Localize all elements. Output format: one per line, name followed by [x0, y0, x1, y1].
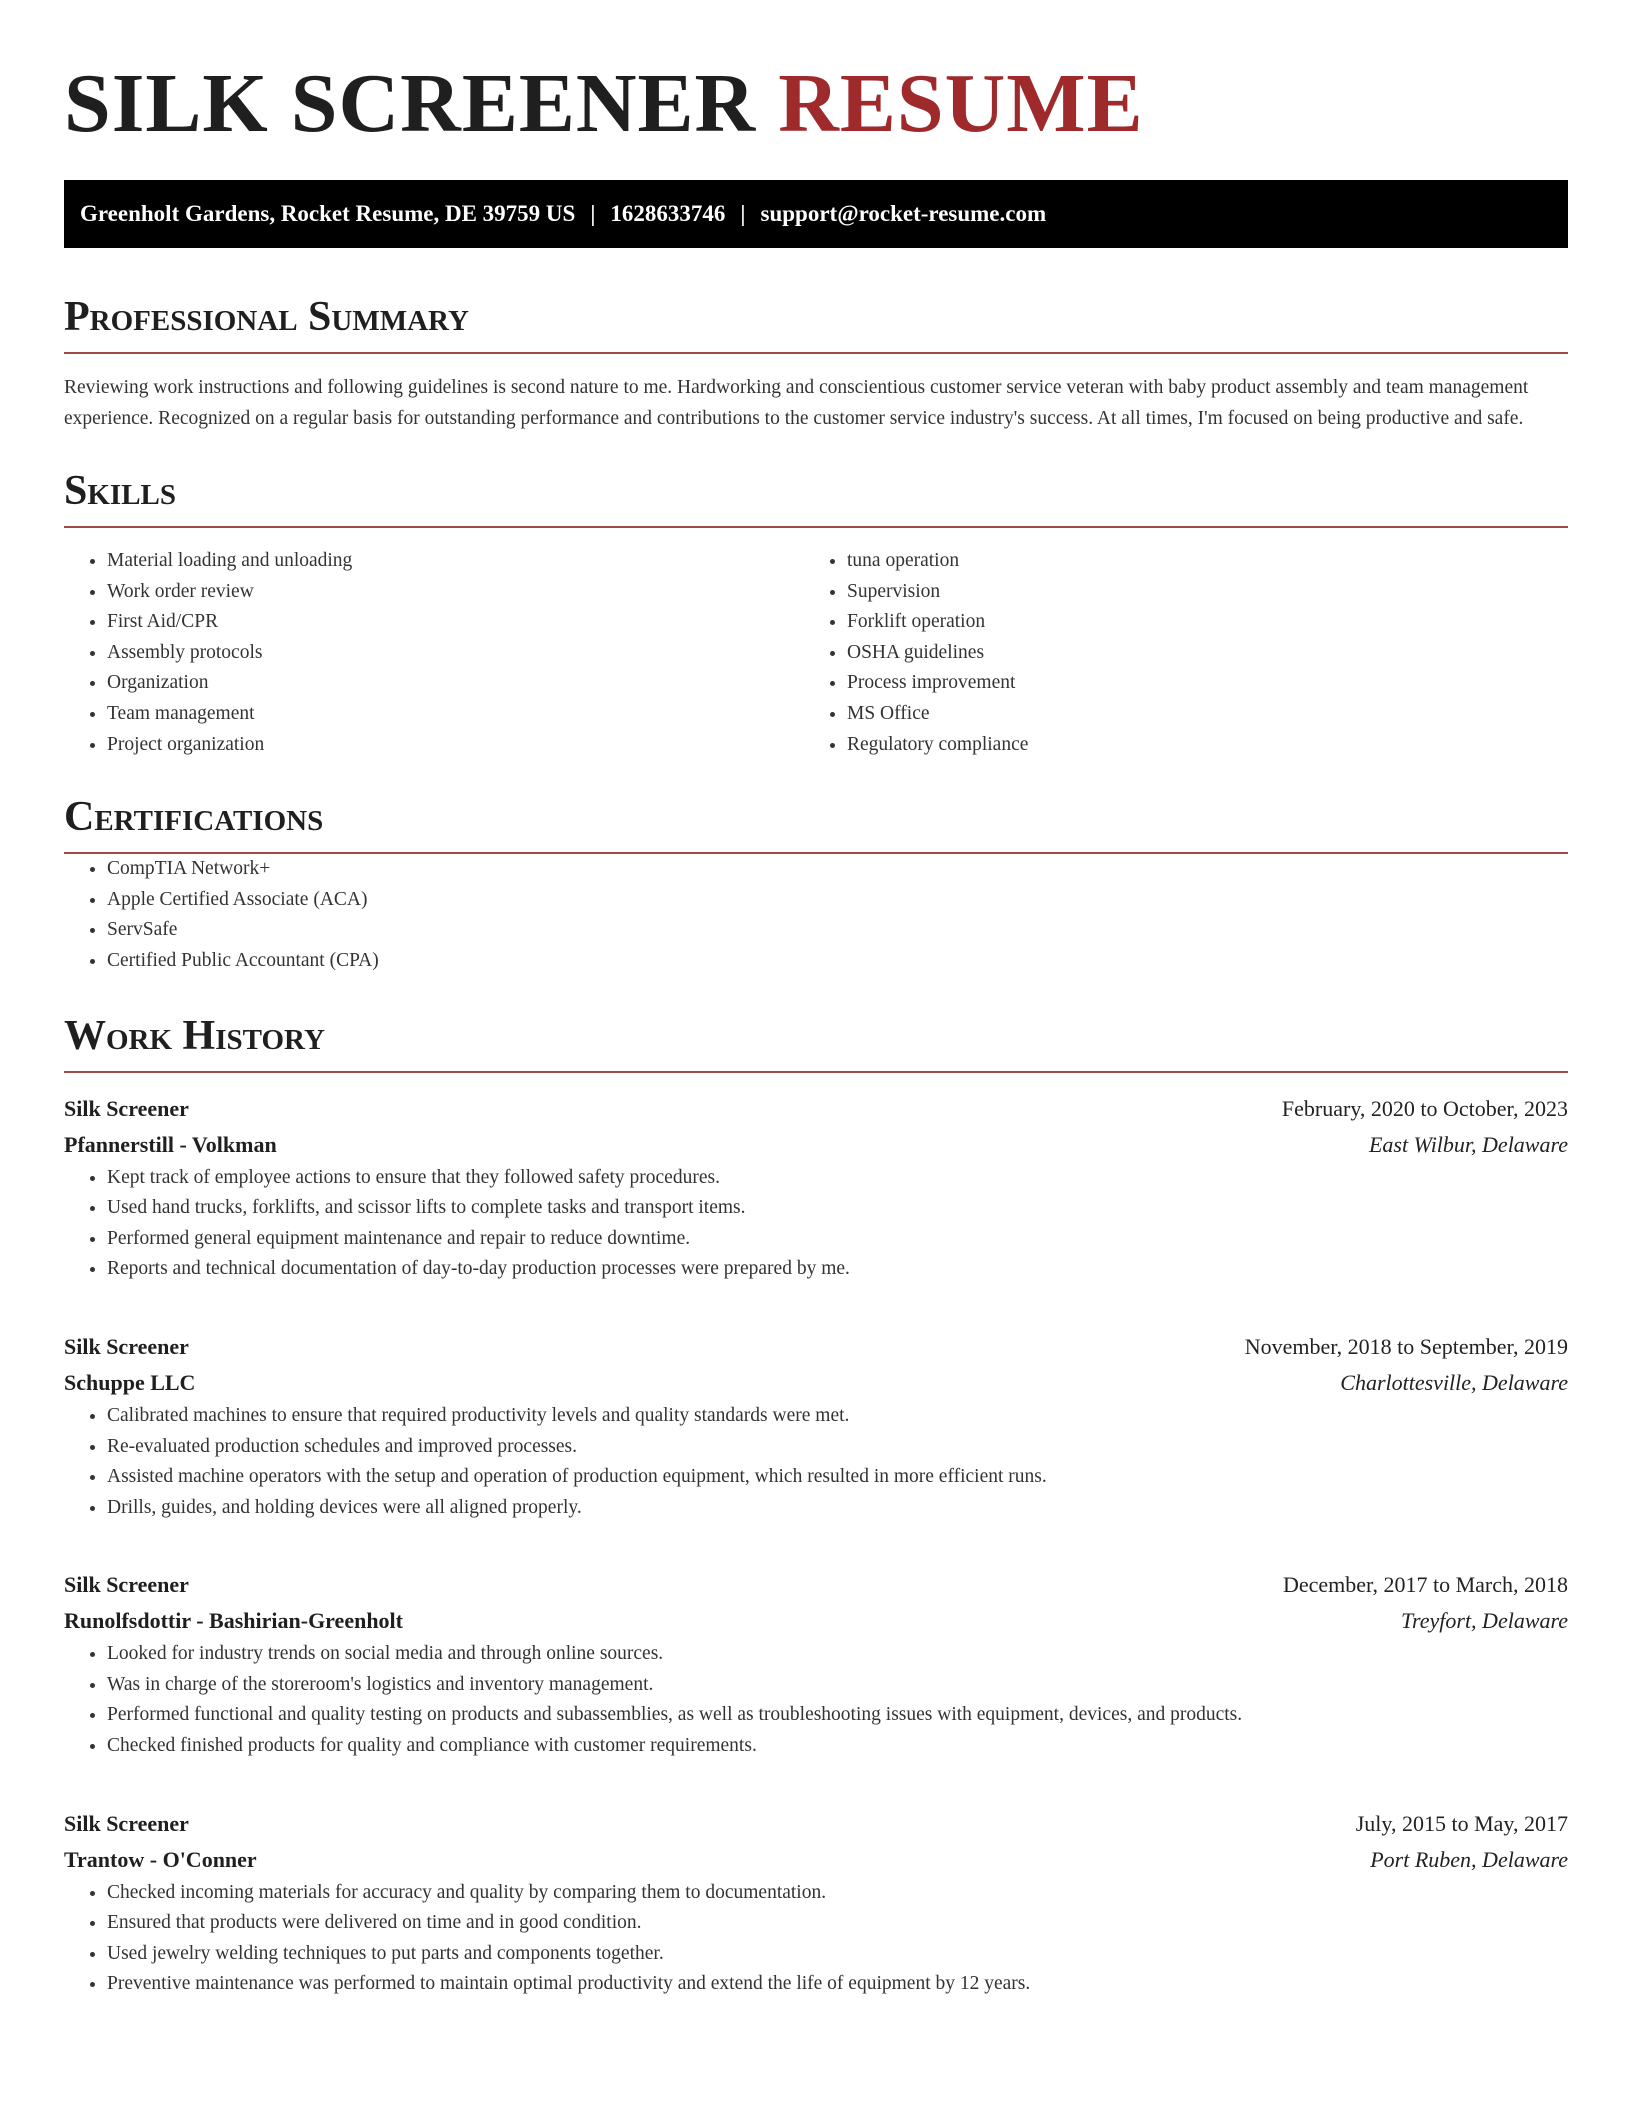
skills-heading: Skills: [64, 470, 1568, 528]
job-duty-item: • Used hand trucks, forklifts, and scissor lifts to complete tasks and transport items.: [107, 1193, 1568, 1224]
skill-item: • Work order review: [107, 577, 804, 608]
job-duty-item: • Reports and technical documentation of day-to-day production processes were prepared by me.: [107, 1254, 1568, 1285]
job-entry: [64, 1567, 1568, 1761]
job-duty-item: • Kept track of employee actions to ensure that they followed safety procedures.: [107, 1163, 1568, 1194]
skill-item: • tuna operation: [847, 546, 1028, 577]
job-duties-list: [64, 1401, 1568, 1523]
summary-heading: Professional Summary: [64, 296, 1568, 354]
job-company-row: [64, 1127, 1568, 1163]
skills-column-left: [64, 546, 804, 760]
title-main: SILK SCREENER: [64, 57, 757, 150]
skills-list: [64, 546, 1568, 760]
job-duty-item: • Ensured that products were delivered on time and in good condition.: [107, 1908, 1568, 1939]
certification-item: • CompTIA Network+: [107, 854, 1568, 885]
job-duty-item: • Performed general equipment maintenance and repair to reduce downtime.: [107, 1224, 1568, 1255]
job-header-row: [64, 1329, 1568, 1365]
skill-item: • Assembly protocols: [107, 638, 804, 669]
skills-column-right: [804, 546, 1028, 760]
contact-separator: |: [740, 201, 746, 226]
skill-item: • Regulatory compliance: [847, 730, 1028, 761]
job-company-row: [64, 1365, 1568, 1401]
work-history-list: [64, 1091, 1568, 2001]
certification-item: • Apple Certified Associate (ACA): [107, 885, 1568, 916]
job-company: Pfannerstill - Volkman: [64, 1131, 277, 1157]
skill-item: • Team management: [107, 699, 804, 730]
job-dates: February, 2020 to October, 2023: [1281, 1095, 1568, 1121]
job-duty-item: • Checked finished products for quality and compliance with customer requirements.: [107, 1731, 1568, 1762]
job-title: Silk Screener: [64, 1333, 189, 1359]
job-company: Schuppe LLC: [64, 1369, 196, 1395]
job-duty-item: • Preventive maintenance was performed to maintain optimal productivity and extend the life of equipment by 12 years.: [107, 1969, 1568, 2000]
skills-right-list: [804, 546, 1028, 760]
job-duty-item: • Performed functional and quality testing on products and subassemblies, as well as troubleshooting issues with equipment, devices, and products.: [107, 1700, 1568, 1731]
job-location: East Wilbur, Delaware: [1368, 1131, 1568, 1157]
job-duty-item: • Was in charge of the storeroom's logistics and inventory management.: [107, 1670, 1568, 1701]
job-location: Charlottesville, Delaware: [1340, 1369, 1568, 1395]
job-duty-item: • Looked for industry trends on social media and through online sources.: [107, 1639, 1568, 1670]
title-accent: RESUME: [778, 57, 1144, 150]
job-title: Silk Screener: [64, 1572, 189, 1598]
job-header-row: [64, 1091, 1568, 1127]
job-duties-list: [64, 1163, 1568, 1285]
job-company-row: [64, 1603, 1568, 1639]
job-title: Silk Screener: [64, 1810, 189, 1836]
job-dates: December, 2017 to March, 2018: [1282, 1572, 1568, 1598]
skill-item: • MS Office: [847, 699, 1028, 730]
contact-phone: 1628633746: [610, 201, 726, 226]
skill-item: • Project organization: [107, 730, 804, 761]
job-duty-item: • Re-evaluated production schedules and improved processes.: [107, 1432, 1568, 1463]
summary-text: Reviewing work instructions and following guidelines is second nature to me. Hardworking and conscientious customer service veteran with baby product assembly and team management experience. Recognized on a regular basis for outstanding performance and contributions to the customer service industry's success. At all times, I'm focused on being productive and safe.: [64, 377, 1529, 429]
job-header-row: [64, 1567, 1568, 1603]
contact-email: support@rocket-resume.com: [760, 201, 1047, 226]
certification-item: • Certified Public Accountant (CPA): [107, 946, 1568, 977]
resume-title: [64, 57, 1568, 150]
job-location: Treyfort, Delaware: [1400, 1608, 1568, 1634]
job-entry: [64, 1806, 1568, 2000]
job-title: Silk Screener: [64, 1095, 189, 1121]
skill-item: • OSHA guidelines: [847, 638, 1028, 669]
skill-item: • Forklift operation: [847, 607, 1028, 638]
skill-item: • Supervision: [847, 577, 1028, 608]
certification-item: • ServSafe: [107, 915, 1568, 946]
job-dates: July, 2015 to May, 2017: [1355, 1810, 1568, 1836]
job-duties-list: [64, 1639, 1568, 1761]
skills-left-list: [64, 546, 804, 760]
work-history-heading: Work History: [64, 1015, 1568, 1073]
job-duty-item: • Used jewelry welding techniques to put parts and components together.: [107, 1939, 1568, 1970]
skill-item: • First Aid/CPR: [107, 607, 804, 638]
job-company: Trantow - O'Conner: [64, 1846, 257, 1872]
job-company-row: [64, 1842, 1568, 1878]
job-duty-item: • Assisted machine operators with the setup and operation of production equipment, which resulted in more efficient runs.: [107, 1462, 1568, 1493]
contact-address: Greenholt Gardens, Rocket Resume, DE 39759 US: [80, 201, 576, 226]
skill-item: • Process improvement: [847, 668, 1028, 699]
certifications-list: [64, 854, 1568, 976]
job-entry: [64, 1091, 1568, 1285]
skill-item: • Material loading and unloading: [107, 546, 804, 577]
job-header-row: [64, 1806, 1568, 1842]
job-entry: [64, 1329, 1568, 1523]
job-company: Runolfsdottir - Bashirian-Greenholt: [64, 1608, 403, 1634]
certifications-heading: Certifications: [64, 796, 1568, 854]
job-location: Port Ruben, Delaware: [1370, 1846, 1568, 1872]
skill-item: • Organization: [107, 668, 804, 699]
job-duties-list: [64, 1878, 1568, 2000]
job-dates: November, 2018 to September, 2019: [1244, 1333, 1568, 1359]
job-duty-item: • Checked incoming materials for accuracy and quality by comparing them to documentation.: [107, 1878, 1568, 1909]
job-duty-item: • Calibrated machines to ensure that required productivity levels and quality standards were met.: [107, 1401, 1568, 1432]
job-duty-item: • Drills, guides, and holding devices were all aligned properly.: [107, 1493, 1568, 1524]
contact-bar: [64, 180, 1568, 248]
contact-separator: |: [590, 201, 596, 226]
